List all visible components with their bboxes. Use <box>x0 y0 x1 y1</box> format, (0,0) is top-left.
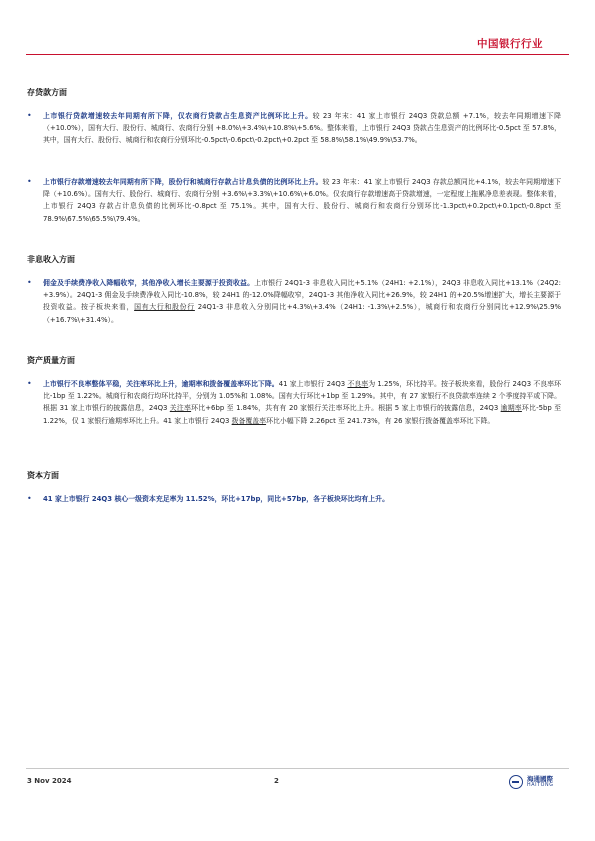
bullet-lead: 佣金及手续费净收入降幅收窄，其他净收入增长主要源于投资收益。 <box>43 279 255 287</box>
bullet-asset-quality <box>27 378 561 427</box>
underlined-term: 不良率 <box>347 380 369 388</box>
bullet-body <box>43 176 561 225</box>
footer-divider <box>26 768 569 769</box>
bullet-lead: 41 家上市银行 24Q3 核心一级资本充足率为 11.52%，环比+17bp，同比+57bp，各子板块环比均有上升。 <box>43 495 389 503</box>
bullet-text: 较 23 年末：41 家上市银行 24Q3 贷款总额 +7.1%，较去年同期增速下降（+10.0%），国有大行、股份行、城商行、农商行分别 +8.0%\+3.4%\+10.8%\+5.6%。整体来看，上市银行 24Q3 贷款占生息资产的比例环比-0.5pct 至 57.8%，其中，国有大行、股份行、城商行和农商行分别环比-0.5pct\-0.6pct\-0.2pct\+0.2pct 至 58.8%\58.1%\49.9%\53.7%。 <box>43 112 561 145</box>
bullet-loans <box>27 110 561 147</box>
bullet-dot-icon: • <box>27 494 32 503</box>
bullet-non-interest-income <box>27 277 561 326</box>
bullet-body <box>43 493 561 505</box>
haitong-logo-icon <box>509 775 523 789</box>
underlined-term: 拨备覆盖率 <box>231 416 267 425</box>
bullet-lead: 上市银行存款增速较去年同期有所下降，股份行和城商行存款占计息负债的比例环比上升。 <box>43 178 323 186</box>
bullet-dot-icon: • <box>27 379 32 388</box>
bullet-deposits <box>27 176 561 225</box>
logo-english-text: HAITONG <box>527 783 554 788</box>
underlined-term: 国有大行和股份行 <box>134 303 195 312</box>
bullet-dot-icon: • <box>27 278 32 287</box>
haitong-logo <box>509 773 569 793</box>
bullet-capital <box>27 493 561 505</box>
logo-chinese-text: 海通國際 <box>527 775 553 783</box>
bullet-text: 环比+6bp 至 1.84%，共有有 20 家银行关注率环比上升。根据 5 家上市银行的披露信息，24Q3 <box>191 404 501 413</box>
bullet-body <box>43 277 561 326</box>
section-title-non-interest-income: 非息收入方面 <box>27 255 75 264</box>
bullet-lead: 上市银行贷款增速较去年同期有所下降，仅农商行贷款占生息资产比例环比上升。 <box>43 112 313 120</box>
bullet-lead: 上市银行不良率整体平稳，关注率环比上升，逾期率和拨备覆盖率环比下降。 <box>43 380 279 388</box>
bullet-dot-icon: • <box>27 177 32 186</box>
report-date: 3 Nov 2024 <box>27 777 72 785</box>
section-title-asset-quality: 资产质量方面 <box>27 356 75 365</box>
bullet-text: 为 1.25%，环比持平。按子板块来看，股份行 24Q3 不良率环比-1bp 至 1.22%。城商行和农商行均环比持平，分别为 1.05%和 1.08%。国有大行环比+1bp 至 1.29%。其中，有 27 家银行不良贷款率连续 2 个季度持平或下降。根据 31 家上市银行的披露信息，24Q3 <box>43 380 562 413</box>
bullet-text: 较 23 年末：41 家上市银行 24Q3 存款总额同比+4.1%，较去年同期增速下降（+10.6%）。国有大行、股份行、城商行、农商行分别 +3.6%\+3.3%\+10.6%\+6.0%。仅农商行存款增速高于贷款增速，一定程度上拖累净息差表现。整体来看，上市银行 24Q3 存款占计息负债的比例环比-0.8pct 至 75.1%。其中，国有大行、股份行、城商行和农商行分别环比-1.3pct\+0.2pct\+0.1pct\-0.8pct 至 78.9%\67.5%\65.5%\79.4%。 <box>43 178 561 223</box>
bullet-text: 上市银行 24Q1-3 非息收入同比+5.1%（24H1: +2.1%），24Q3 非息收入同比+13.1%（24Q2: +3.9%）。24Q1-3 佣金及手续费净收入同比-10.8%，较 24H1 的-12.0%降幅收窄，24Q1-3 其他净收入同比+26.9%，较 24H1 的+20.5%增速扩大，增长主要源于投资收益。按子板块来看， <box>43 279 562 312</box>
bullet-body <box>43 110 561 147</box>
page-number: 2 <box>274 777 279 785</box>
underlined-term: 关注率 <box>169 404 192 413</box>
bullet-text: 环比-5bp 至 1.22%，仅 1 家银行逾期率环比上升。41 家上市银行 24Q3 <box>43 404 562 425</box>
bullet-dot-icon: • <box>27 111 32 120</box>
bullet-body <box>43 378 561 427</box>
header-divider <box>26 54 569 55</box>
underlined-term: 逾期率 <box>500 404 522 413</box>
bullet-text: 41 家上市银行 24Q3 <box>278 380 348 388</box>
section-title-deposits-loans: 存贷款方面 <box>27 88 67 97</box>
report-category-title: 中国银行行业 <box>477 38 543 50</box>
bullet-text: 24Q1-3 非息收入分别同比+4.3%\+3.4%（24H1: -1.3%\+2.5%），城商行和农商行分别同比+12.9%\25.9%（+16.7%\+31.4%）。 <box>43 303 562 324</box>
bullet-text: 环比小幅下降 2.26pct 至 241.73%，有 26 家银行拨备覆盖率环比下降。 <box>266 416 495 425</box>
section-title-capital: 资本方面 <box>27 471 59 480</box>
